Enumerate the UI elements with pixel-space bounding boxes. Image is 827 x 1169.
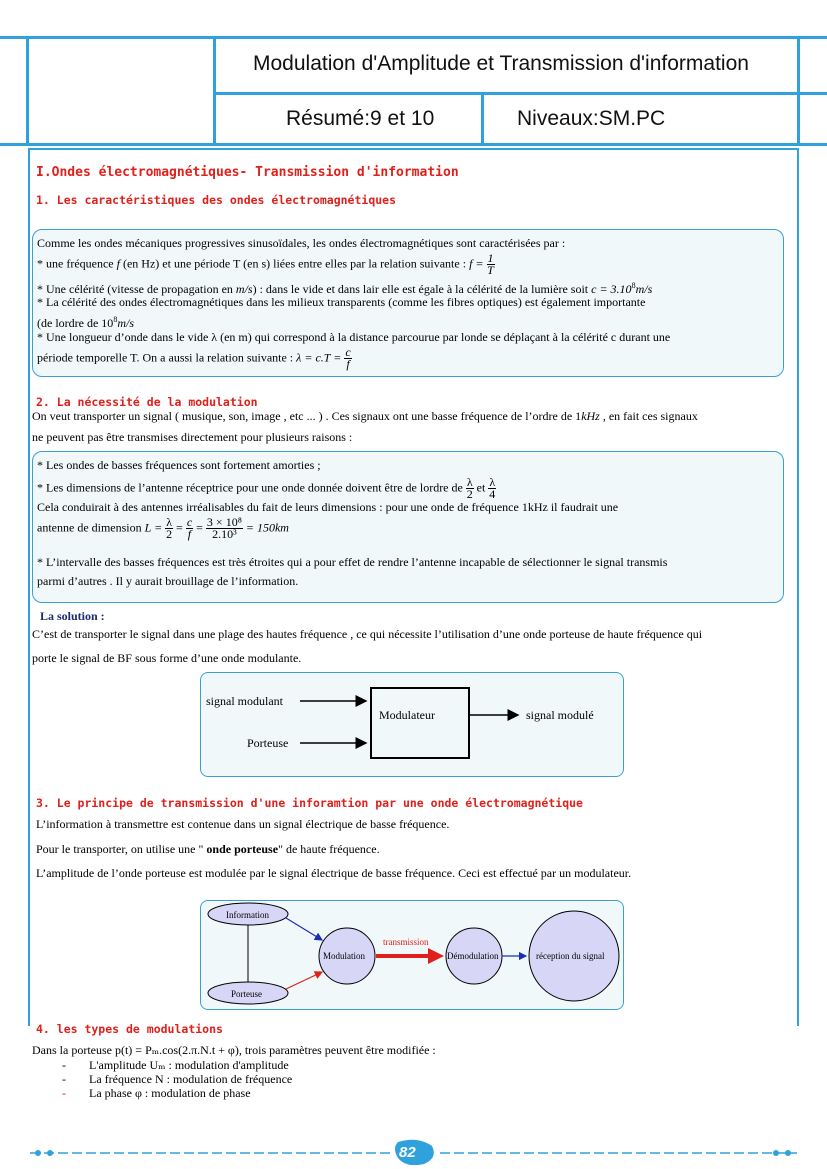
label-transmission: transmission [383,937,429,947]
diag-signal-module: signal modulé [526,708,594,722]
diag-porteuse: Porteuse [247,736,289,750]
section4-subtitle: 4. les types de modulations [36,1022,223,1036]
char-line-5: (de lordre de $10^8m/s$ [37,315,134,330]
char-line-6: * Une longueur d’onde dans le vide λ (en m) qui correspond à la distance parcourue par londe se déplaçant à la célérité c durant une [37,330,671,344]
header-niveaux: Niveaux:SM.PC [517,107,666,130]
solution-line-1: C’est de transporter le signal dans une plage des hautes fréquence , ce qui nécessite l’utilisation d’une onde porteuse de haute fréquence qui [32,627,703,641]
section4-p1: Dans la porteuse p(t) = Pₘ.cos(2.π.N.t + φ), trois paramètres peuvent être modifiée : [32,1043,436,1057]
frame-left [28,148,30,1026]
section1-subtitle: 1. Les caractéristiques des ondes électromagnétiques [36,193,397,207]
label-porteuse: Porteuse [231,989,262,999]
label-modulation: Modulation [323,951,365,961]
nec-line-2: * Les dimensions de l’antenne réceptrice pour une onde donnée doivent être de lordre de $\frac{\lambda}{2}$ et $\frac{\lambda}{4}$ [37,475,496,501]
section2-subtitle: 2. La nécessité de la modulation [36,395,258,409]
nec-line-5: * L’intervalle des basses fréquences est très étroites qui a pour effet de rendre l’antenne incapable de sélectionner le signal transmis [37,555,668,569]
type-item-3: - La phase φ : modulation de phase [62,1086,251,1100]
char-line-4: * La célérité des ondes électromagnétiques dans les milieux transparents (comme les fibres optiques) est également importante [37,295,646,309]
solution-line-2: porte le signal de BF sous forme d’une onde modulante. [32,651,302,665]
label-reception: réception du signal [536,951,605,961]
char-line-2: * une fréquence f (en Hz) et une période T (en s) liées entre elles par la relation suivante : f = $\frac{1}{T}$ [37,251,494,277]
section2-p1: On veut transporter un signal ( musique, son, image , etc ... ) . Ces signaux ont une basse fréquence de l’ordre de 1kHz , en fait ces signaux [32,409,698,423]
char-line-3: * Une célérité (vitesse de propagation en m/s) : dans le vide et dans lair elle est égale à la célérité de la lumière soit $c = 3.10^8m/s$ [37,281,653,296]
header-rule-right [797,36,800,146]
diag-modulateur: Modulateur [379,708,435,722]
header-rule-col2 [481,92,484,146]
nec-line-6: parmi d’autres . Il y aurait brouillage de l’information. [37,574,299,588]
diag-signal-modulant: signal modulant [206,694,283,708]
header-rule-left [26,36,29,146]
nec-line-3: Cela conduirait à des antennes irréalisables du fait de leurs dimensions : pour une onde de fréquence 1kHz il faudrait une [37,500,619,514]
header-rule-top [0,36,827,39]
frame-right [797,148,799,1026]
nec-line-4: antenne de dimension L = $\frac{\lambda}{2}$ = $\frac{c}{f}$ = $\frac{\text{3 × 10⁸}}{\text{2.10³}}$ = 150km [37,515,289,541]
modulator-block [371,688,469,758]
type-item-1: - L'amplitude Uₘ : modulation d'amplitude [62,1058,289,1072]
label-information: Information [226,910,269,920]
header-rule-col [213,36,216,146]
char-line-1: Comme les ondes mécaniques progressives sinusoïdales, les ondes électromagnétiques sont caractérisées par : [37,236,566,250]
header-rule-bottom [0,143,827,146]
section3-subtitle: 3. Le principe de transmission d'une inforamtion par une onde électromagnétique [36,796,583,810]
header-resume: Résumé:9 et 10 [286,107,435,130]
solution-title: La solution : [40,609,105,623]
section3-p2: Pour le transporter, on utilise une " onde porteuse" de haute fréquence. [36,842,380,856]
arrow-info-modulation [286,918,322,940]
header-rule-middle [215,92,827,95]
modulator-diagram-svg [200,672,624,777]
char-line-7: période temporelle T. On a aussi la relation suivante : λ = c.T = $\frac{c}{f}$ [37,345,351,371]
frame-top [28,148,799,150]
section3-p3: L’amplitude de l’onde porteuse est modulée par le signal électrique de basse fréquence. Ceci est effectué par un modulateur. [36,866,632,880]
arrow-porteuse-modulation [286,972,322,989]
page-number: 82 [399,1144,416,1161]
section1-title: I.Ondes électromagnétiques- Transmission d'information [36,165,459,180]
nec-line-1: * Les ondes de basses fréquences sont fortement amorties ; [37,458,321,472]
label-demodulation: Démodulation [447,951,499,961]
header-title: Modulation d'Amplitude et Transmission d'information [253,52,749,75]
section3-p1: L’information à transmettre est contenue dans un signal électrique de basse fréquence. [36,817,450,831]
section2-p2: ne peuvent pas être transmises directement pour plusieurs raisons : [32,430,353,444]
type-item-2: - La fréquence N : modulation de fréquence [62,1072,293,1086]
